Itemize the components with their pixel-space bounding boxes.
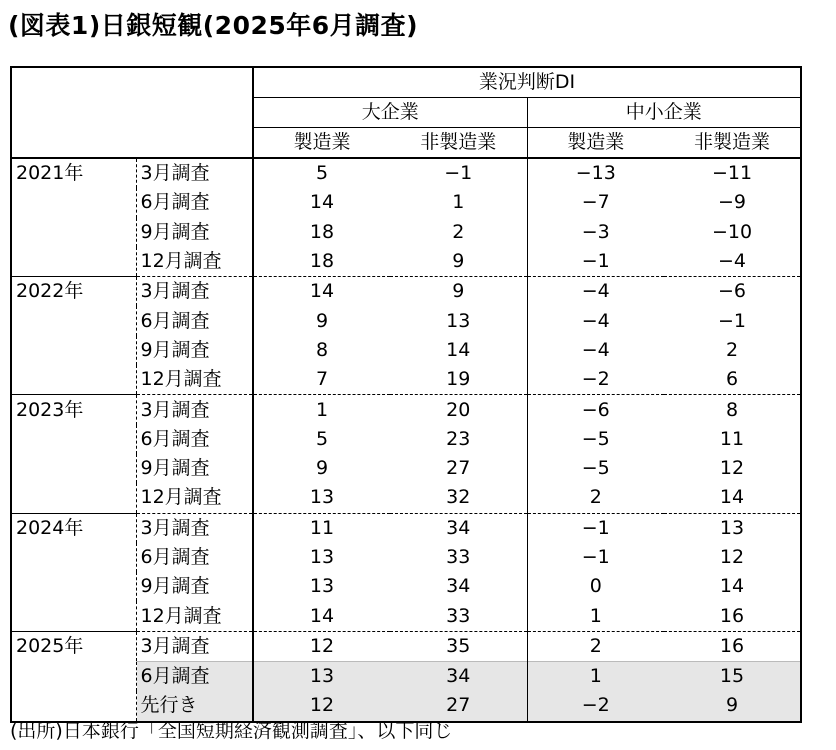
large-mfg-value: 13: [253, 662, 390, 692]
survey-label: 6月調査: [136, 188, 253, 217]
large-nonmfg-value: 34: [390, 662, 527, 692]
year-label: 2023年: [11, 395, 136, 425]
large-mfg-value: 5: [253, 158, 390, 188]
large-nonmfg-value: 13: [446, 309, 471, 332]
year-label: [11, 662, 136, 692]
year-label: [11, 483, 136, 513]
small-nonmfg-value: 16: [664, 631, 801, 661]
small-mfg-value: −3: [527, 218, 664, 247]
large-nonmfg-value: 2: [452, 220, 465, 243]
year-label: [11, 306, 136, 335]
small-mfg-value: −13: [527, 158, 664, 188]
large-nonmfg-value: 33: [446, 546, 471, 568]
survey-label: 12月調査: [136, 483, 253, 513]
large-nonmfg-value: 27: [390, 691, 527, 721]
small-nonmfg-value: 13: [664, 513, 801, 543]
survey-label: 6月調査: [136, 425, 253, 454]
survey-label: 9月調査: [136, 572, 253, 601]
table-body: [11, 67, 801, 722]
header-di: 業況判断DI: [253, 67, 801, 98]
small-mfg-value: −5: [527, 454, 664, 483]
survey-label: 3月調査: [136, 513, 253, 543]
small-nonmfg-value: −11: [664, 158, 801, 188]
table-row: [11, 601, 801, 631]
small-mfg-value: −4: [527, 277, 664, 307]
table-row: [11, 483, 801, 513]
table-row: [11, 631, 801, 661]
year-label: [11, 247, 136, 277]
tankan-table: [10, 66, 802, 723]
header-large: 大企業: [253, 98, 527, 128]
large-nonmfg-value: 33: [446, 604, 471, 627]
large-nonmfg-value: 9: [390, 277, 527, 307]
year-label: [11, 336, 136, 365]
small-mfg-value: −1: [527, 543, 664, 572]
large-nonmfg-value: 27: [446, 457, 471, 480]
survey-label: 3月調査: [136, 158, 253, 188]
large-mfg-value: 18: [253, 247, 390, 277]
year-label: [11, 365, 136, 395]
large-mfg-value: 5: [253, 425, 390, 454]
large-mfg-value: 12: [253, 691, 390, 721]
year-label: [11, 572, 136, 601]
large-nonmfg-value: 34: [446, 575, 471, 598]
small-mfg-value: 1: [527, 601, 664, 631]
large-nonmfg-value: 20: [390, 395, 527, 425]
header-small-mfg: 製造業: [527, 128, 664, 159]
page-title: (図表1)日銀短観(2025年6月調査): [8, 11, 419, 40]
year-label: [11, 188, 136, 217]
survey-label: 先行き: [136, 691, 253, 721]
survey-label: 12月調査: [136, 365, 253, 395]
header-corner-2: [136, 67, 253, 158]
table-row: [11, 188, 801, 217]
small-nonmfg-value: 12: [664, 543, 801, 572]
small-nonmfg-value: −9: [664, 188, 801, 217]
large-mfg-value: 14: [253, 277, 390, 307]
table-row: [11, 454, 801, 483]
large-nonmfg-value: 34: [390, 513, 527, 543]
small-mfg-value: −2: [527, 691, 664, 721]
survey-label: 3月調査: [136, 395, 253, 425]
large-nonmfg-value: 9: [452, 250, 465, 273]
year-label: [11, 601, 136, 631]
large-mfg-value: 18: [253, 218, 390, 247]
table-row: [11, 277, 801, 307]
table-row: [11, 336, 801, 365]
survey-label: 9月調査: [136, 336, 253, 365]
header-small: 中小企業: [527, 98, 801, 128]
table-row: [11, 247, 801, 277]
small-nonmfg-value: 8: [664, 395, 801, 425]
table-row: [11, 365, 801, 395]
table-row: [11, 543, 801, 572]
large-mfg-value: 8: [253, 336, 390, 365]
small-nonmfg-value: 9: [664, 691, 801, 721]
small-nonmfg-value: −1: [664, 306, 801, 335]
survey-label: 3月調査: [136, 631, 253, 661]
year-label: [11, 543, 136, 572]
small-mfg-value: 1: [527, 662, 664, 692]
year-label: 2025年: [11, 631, 136, 661]
small-mfg-value: −6: [527, 395, 664, 425]
small-nonmfg-value: 15: [664, 662, 801, 692]
large-mfg-value: 14: [253, 601, 390, 631]
small-mfg-value: −1: [527, 513, 664, 543]
large-mfg-value: 13: [253, 483, 390, 513]
small-mfg-value: 0: [527, 572, 664, 601]
source-note: (出所)日本銀行「全国短期経済観測調査」、以下同じ: [10, 720, 453, 742]
large-mfg-value: 9: [253, 454, 390, 483]
small-mfg-value: 2: [527, 483, 664, 513]
small-mfg-value: −4: [527, 336, 664, 365]
small-nonmfg-value: −4: [664, 247, 801, 277]
year-label: [11, 454, 136, 483]
large-mfg-value: 12: [253, 631, 390, 661]
header-corner: [11, 67, 136, 158]
large-mfg-value: 11: [253, 513, 390, 543]
survey-label: 6月調査: [136, 543, 253, 572]
large-mfg-value: 13: [253, 572, 390, 601]
small-nonmfg-value: 16: [664, 601, 801, 631]
survey-label: 3月調査: [136, 277, 253, 307]
large-mfg-value: 13: [253, 543, 390, 572]
large-nonmfg-value: 32: [446, 486, 471, 509]
table-row: [11, 572, 801, 601]
year-label: 2024年: [11, 513, 136, 543]
small-nonmfg-value: −10: [664, 218, 801, 247]
year-label: 2021年: [11, 158, 136, 188]
large-nonmfg-value: 14: [446, 338, 471, 361]
survey-label: 6月調査: [136, 306, 253, 335]
survey-label: 12月調査: [136, 247, 253, 277]
small-nonmfg-value: 14: [664, 483, 801, 513]
large-mfg-value: 7: [253, 365, 390, 395]
small-nonmfg-value: 6: [664, 365, 801, 395]
header-large-mfg: 製造業: [253, 128, 390, 159]
header-large-nonmfg: 非製造業: [390, 128, 527, 159]
table-row: [11, 395, 801, 425]
small-mfg-value: −5: [527, 425, 664, 454]
small-mfg-value: −2: [527, 365, 664, 395]
large-nonmfg-value: 19: [446, 368, 471, 391]
small-mfg-value: 2: [527, 631, 664, 661]
small-nonmfg-value: 11: [664, 425, 801, 454]
header-small-nonmfg: 非製造業: [664, 128, 801, 159]
survey-label: 6月調査: [136, 662, 253, 692]
table-row: [11, 218, 801, 247]
small-mfg-value: −4: [527, 306, 664, 335]
small-nonmfg-value: 2: [664, 336, 801, 365]
large-nonmfg-value: 35: [390, 631, 527, 661]
large-nonmfg-value: −1: [444, 162, 473, 185]
large-mfg-value: 1: [253, 395, 390, 425]
large-nonmfg-value: 23: [446, 427, 471, 450]
table-row: [11, 513, 801, 543]
survey-label: 9月調査: [136, 218, 253, 247]
table-row: [11, 662, 801, 692]
small-mfg-value: −7: [527, 188, 664, 217]
small-nonmfg-value: 12: [664, 454, 801, 483]
survey-label: 9月調査: [136, 454, 253, 483]
large-mfg-value: 14: [253, 188, 390, 217]
table-row: [11, 158, 801, 188]
small-nonmfg-value: −6: [664, 277, 801, 307]
large-nonmfg-value: 1: [452, 191, 465, 214]
large-mfg-value: 9: [253, 306, 390, 335]
year-label: [11, 218, 136, 247]
survey-label: 12月調査: [136, 601, 253, 631]
table-row: [11, 425, 801, 454]
year-label: 2022年: [11, 277, 136, 307]
small-nonmfg-value: 14: [664, 572, 801, 601]
small-mfg-value: −1: [527, 247, 664, 277]
table-row: [11, 306, 801, 335]
year-label: [11, 425, 136, 454]
